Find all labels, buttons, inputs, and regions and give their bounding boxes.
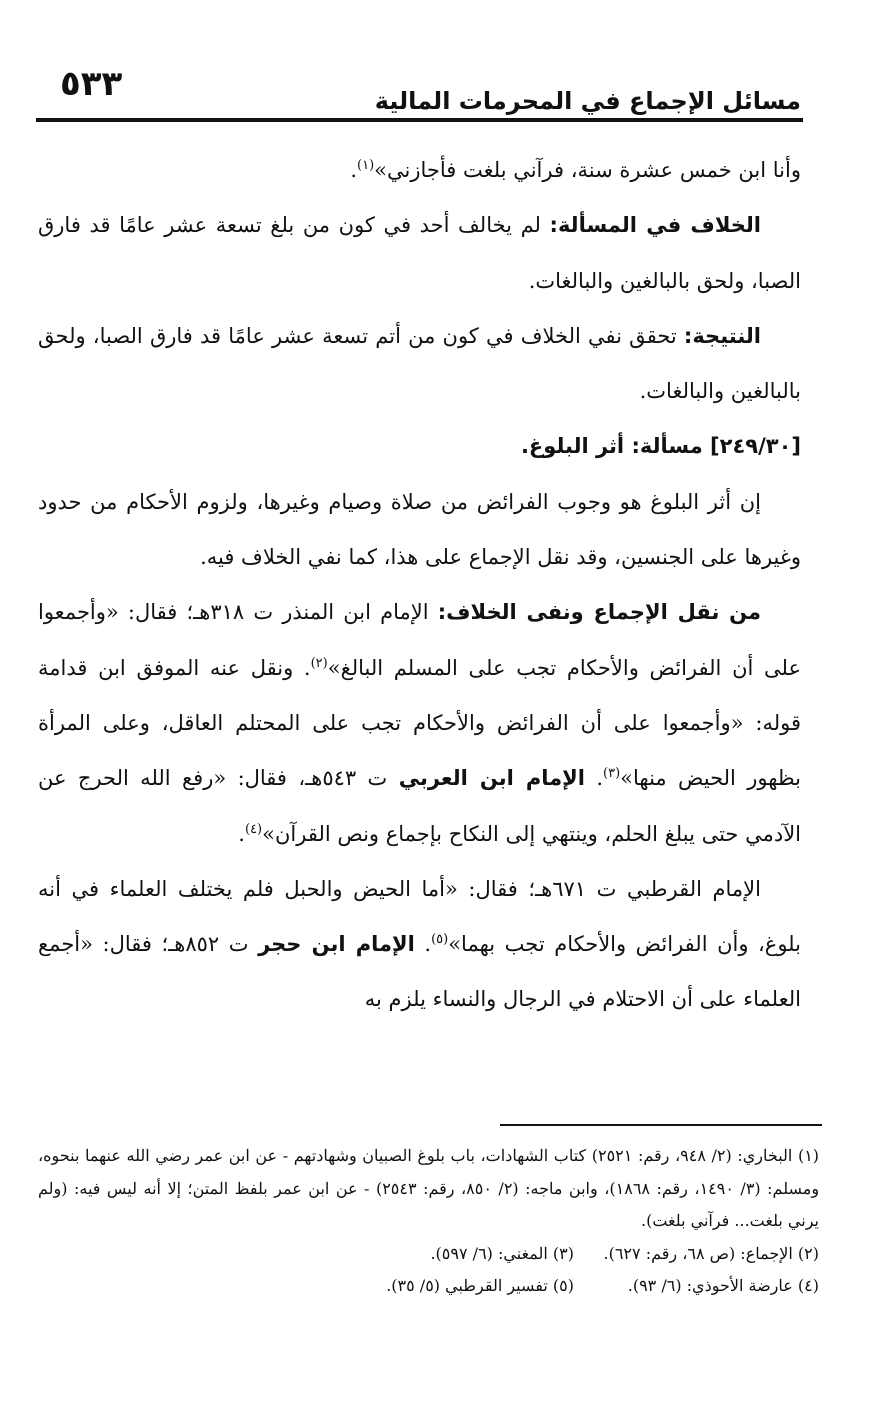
- paragraph-1: [38, 143, 801, 198]
- consensus-text-4: ت ٥٤٣هـ، فقال: «رفع الله الحرج عن الآدمي حتى يبلغ الحلم، وينتهي إلى النكاح بإجماع ونص القرآن»: [38, 766, 801, 846]
- paragraph-1-end: .: [350, 158, 358, 182]
- section-heading-text: [٢٤٩/٣٠] مسألة: أثر البلوغ.: [520, 434, 801, 459]
- consensus-text-2: . ونقل عنه الموفق ابن قدامة قوله: «وأجمعوا على أن الفرائض والأحكام تجب على المحتلم العاقل، وعلى المرأة بظهور الحيض منها»: [38, 655, 801, 791]
- consensus-text-3: .: [584, 766, 603, 791]
- ibn-hajar-label: الإمام ابن حجر: [258, 932, 415, 957]
- consensus-label: من نقل الإجماع ونفى الخلاف:: [437, 600, 762, 625]
- footnotes: [38, 1140, 819, 1303]
- ibn-arabi-label: الإمام ابن العربي: [398, 766, 585, 791]
- footnote-5: (٥) تفسير القرطبي (٥/ ٣٥).: [386, 1276, 574, 1295]
- paragraph-consensus: [38, 585, 801, 861]
- qurtubi-text-2: .: [414, 932, 432, 957]
- result-label: النتيجة:: [683, 323, 761, 348]
- footnote-1: (١) البخاري: (٢/ ٩٤٨، رقم: ٢٥٢١) كتاب الشهادات، باب بلوغ الصبيان وشهادتهم - عن ابن عمر رضي الله عنهما بنحوه، ومسلم: (٣/ ١٤٩٠، رقم: ١٨٦٨)، وابن ماجه: (٢/ ٨٥٠، رقم: ٢٥٤٣) - عن ابن عمر بلفظ المتن؛ إلا أنه ليس فيه: (ولم يرني بلغت... فرآني بلغت).: [38, 1146, 820, 1230]
- result-text: تحقق نفي الخلاف في كون من أتم تسعة عشر عامًا قد فارق الصبا، ولحق بالبالغين والبالغات.: [38, 323, 801, 404]
- section-heading: [38, 419, 801, 474]
- qurtubi-text-1: الإمام القرطبي ت ٦٧١هـ؛ فقال: «أما الحيض والحبل فلم يختلف العلماء في أنه بلوغ، وأن الفرائض والأحكام تجب بهما»: [38, 876, 801, 957]
- paragraph-1-text: وأنا ابن خمس عشرة سنة، فرآني بلغت فأجازني»: [374, 158, 801, 182]
- effect-text: إن أثر البلوغ هو وجوب الفرائض من صلاة وصيام وغيرها، ولزوم الأحكام من حدود وغيرها على الجنسين، وقد نقل الإجماع على هذا، كما نفي الخلاف فيه.: [38, 489, 801, 570]
- page-number: ٥٣٣: [60, 64, 123, 104]
- paragraph-qurtubi: [38, 862, 801, 1028]
- footnote-4: (٤) عارضة الأحوذي: (٦/ ٩٣).: [627, 1276, 819, 1295]
- footnote-ref-4: (٤): [244, 821, 263, 837]
- footnote-ref-1: (١): [357, 158, 375, 173]
- consensus-text-1: الإمام ابن المنذر ت ٣١٨هـ؛ فقال: «وأجمعوا على أن الفرائض والأحكام تجب على المسلم البالغ»: [38, 600, 801, 680]
- footnote-row-2-3: [38, 1238, 819, 1271]
- footnote-2: (٢) الإجماع: (ص ٦٨، رقم: ٦٢٧).: [603, 1243, 819, 1263]
- footnote-row-4-5: [38, 1270, 819, 1303]
- footnote-separator: [500, 1124, 822, 1126]
- footnote-ref-2: (٢): [310, 655, 328, 671]
- paragraph-result: [38, 309, 801, 420]
- header-rule: [36, 118, 803, 122]
- paragraph-effect: [38, 475, 801, 586]
- paragraph-disagreement: [38, 198, 801, 309]
- footnote-ref-3: (٣): [603, 766, 621, 782]
- footnote-3: (٣) المغني: (٦/ ٥٩٧).: [430, 1243, 574, 1263]
- footnote-ref-5: (٥): [431, 932, 449, 948]
- disagreement-text: لم يخالف أحد في كون من بلغ تسعة عشر عامًا قد فارق الصبا، ولحق بالبالغين والبالغات.: [38, 213, 801, 293]
- qurtubi-text-3: ت ٨٥٢هـ؛ فقال: «أجمع العلماء على أن الاحتلام في الرجال والنساء يلزم به: [38, 932, 801, 1012]
- running-header-title: مسائل الإجماع في المحرمات المالية: [374, 87, 801, 115]
- main-text: [38, 143, 801, 1028]
- consensus-text-5: .: [238, 821, 245, 846]
- disagreement-label: الخلاف في المسألة:: [549, 213, 761, 238]
